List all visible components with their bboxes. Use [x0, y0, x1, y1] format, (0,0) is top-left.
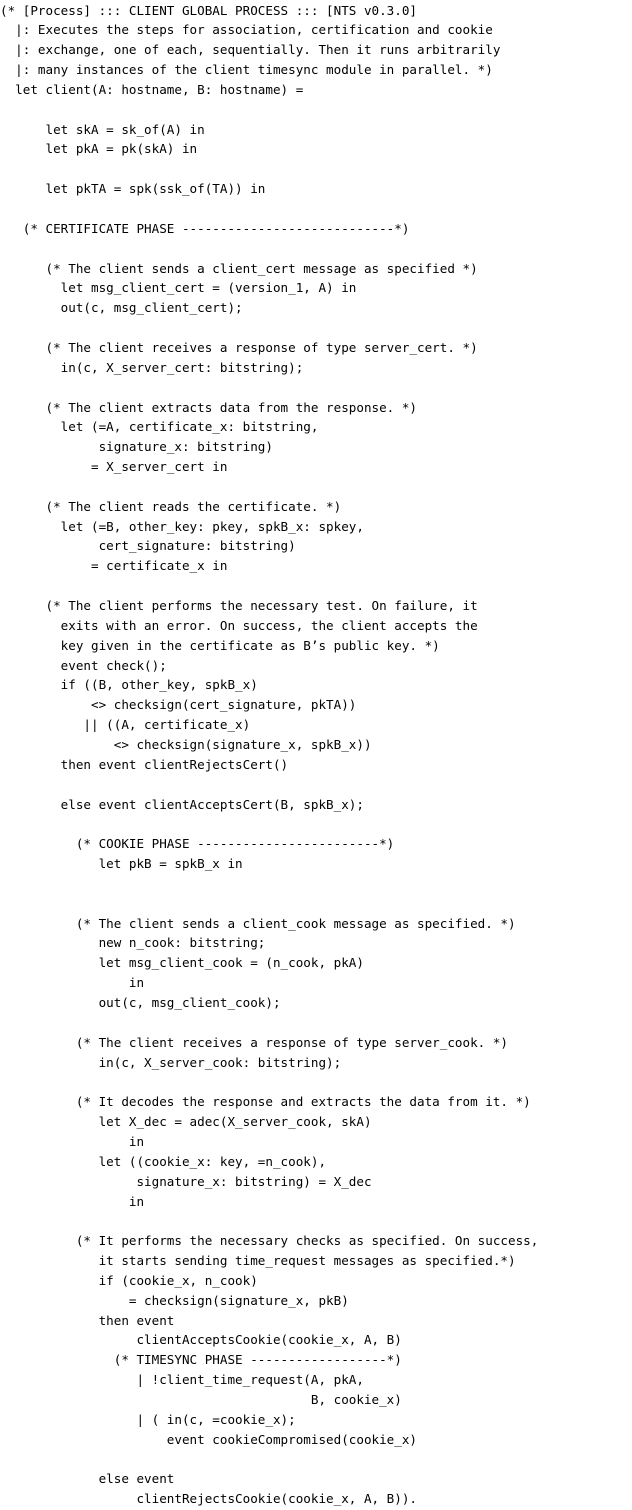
code-line: let (=B, other_key: pkey, spkB_x: spkey, [0, 518, 364, 534]
code-line: (* TIMESYNC PHASE ------------------*) [0, 1352, 402, 1368]
code-line: exits with an error. On success, the client accepts the [0, 617, 478, 633]
code-line: then event [0, 1312, 175, 1328]
code-line: else event [0, 1471, 175, 1487]
code-line: let client(A: hostname, B: hostname) = [0, 81, 304, 97]
code-line: (* CERTIFICATE PHASE ----------------------------*) [0, 220, 410, 236]
code-line: in(c, X_server_cook: bitstring); [0, 1054, 342, 1070]
code-line: (* [Process] ::: CLIENT GLOBAL PROCESS ::: [NTS v0.3.0] [0, 2, 418, 18]
code-line: (* COOKIE PHASE ------------------------*) [0, 836, 395, 852]
code-line: B, cookie_x) [0, 1392, 402, 1407]
code-line: signature_x: bitstring) = X_dec [0, 1173, 372, 1189]
code-line: if ((B, other_key, spkB_x) [0, 677, 258, 693]
code-line: let msg_client_cook = (n_cook, pkA) [0, 955, 364, 971]
code-line: <> checksign(cert_signature, pkTA)) [0, 697, 357, 713]
code-line: (* The client receives a response of type server_cook. *) [0, 1034, 508, 1050]
code-line: signature_x: bitstring) [0, 439, 273, 455]
code-line: clientRejectsCookie(cookie_x, A, B)). [0, 1491, 418, 1507]
code-line: event check(); [0, 657, 167, 673]
code-line: else event clientAcceptsCert(B, spkB_x); [0, 796, 364, 812]
code-line: (* The client receives a response of type server_cert. *) [0, 339, 478, 355]
code-line: cert_signature: bitstring) [0, 538, 296, 554]
code-line: out(c, msg_client_cert); [0, 300, 243, 316]
code-line: let ((cookie_x: key, =n_cook), [0, 1153, 327, 1169]
code-line: new n_cook: bitstring; [0, 935, 266, 951]
code-line: in [0, 975, 145, 991]
code-line: event cookieCompromised(cookie_x) [0, 1431, 418, 1447]
code-line: (* The client reads the certificate. *) [0, 498, 342, 514]
code-line: | ( in(c, =cookie_x); [0, 1411, 296, 1427]
code-line: key given in the certificate as B’s public key. *) [0, 637, 440, 653]
code-line: (* The client performs the necessary test. On failure, it [0, 598, 478, 613]
code-line: |: many instances of the client timesync module in parallel. *) [0, 62, 493, 78]
code-line: (* The client sends a client_cert message as specified *) [0, 260, 478, 276]
code-line: <> checksign(signature_x, spkB_x)) [0, 736, 372, 752]
code-line: clientAcceptsCookie(cookie_x, A, B) [0, 1332, 402, 1348]
code-line: let X_dec = adec(X_server_cook, skA) [0, 1114, 372, 1130]
code-line: let (=A, certificate_x: bitstring, [0, 419, 319, 435]
code-line: |: Executes the steps for association, certification and cookie [0, 22, 493, 38]
code-line: if (cookie_x, n_cook) [0, 1272, 258, 1288]
code-line: it starts sending time_request messages as specified.*) [0, 1253, 516, 1269]
code-line: in [0, 1133, 145, 1149]
code-line: let msg_client_cert = (version_1, A) in [0, 280, 357, 296]
code-line: let skA = sk_of(A) in [0, 121, 205, 137]
code-line: (* The client sends a client_cook message as specified. *) [0, 915, 516, 931]
code-line: let pkA = pk(skA) in [0, 141, 198, 157]
code-line: (* It performs the necessary checks as specified. On success, [0, 1233, 539, 1249]
code-line: = X_server_cert in [0, 459, 228, 475]
code-line: || ((A, certificate_x) [0, 717, 251, 733]
code-line: then event clientRejectsCert() [0, 756, 289, 772]
code-line: let pkTA = spk(ssk_of(TA)) in [0, 181, 266, 197]
code-line: (* It decodes the response and extracts the data from it. *) [0, 1094, 531, 1110]
code-line: |: exchange, one of each, sequentially. Then it runs arbitrarily [0, 42, 501, 58]
code-line: let pkB = spkB_x in [0, 856, 243, 872]
code-line: = certificate_x in [0, 558, 228, 574]
code-line: = checksign(signature_x, pkB) [0, 1292, 349, 1308]
code-line: (* The client extracts data from the response. *) [0, 399, 418, 415]
code-line: out(c, msg_client_cook); [0, 995, 281, 1010]
code-line: in [0, 1193, 145, 1209]
code-line: in(c, X_server_cert: bitstring); [0, 359, 304, 375]
code-line: | !client_time_request(A, pkA, [0, 1372, 364, 1388]
